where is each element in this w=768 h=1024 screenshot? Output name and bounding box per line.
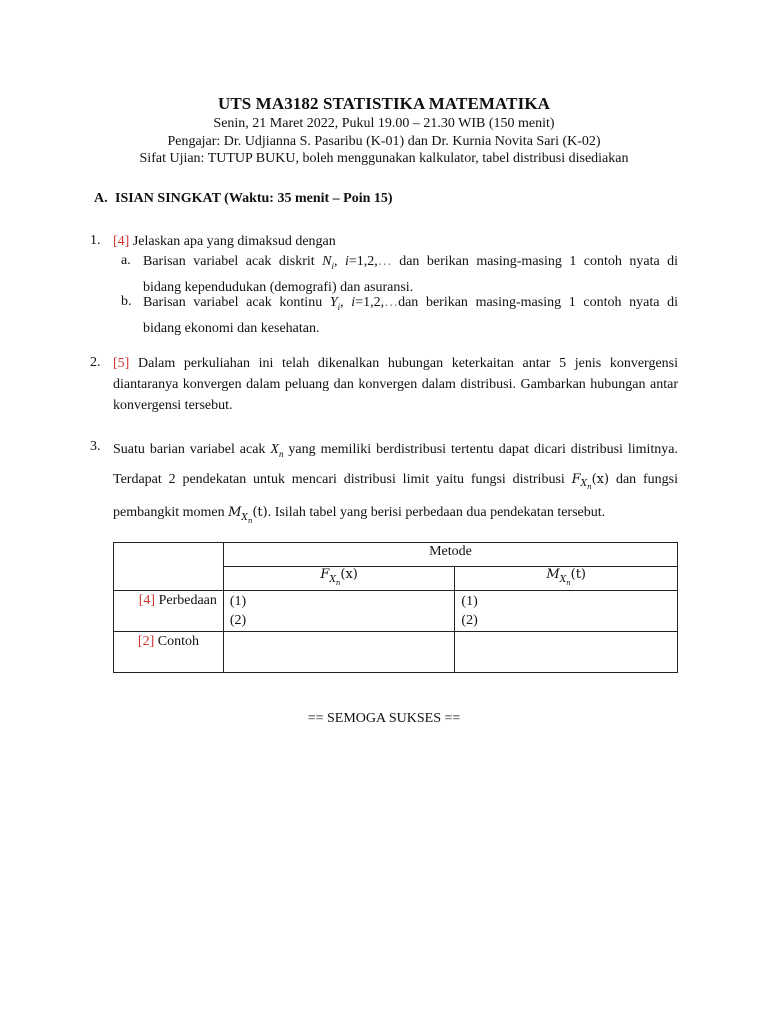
cell-fx-contoh[interactable] bbox=[223, 632, 455, 673]
row-contoh-text: Contoh bbox=[157, 634, 199, 649]
q1b-var: Y bbox=[329, 295, 338, 310]
q3-t2: yang memiliki berdistribusi tertentu dapat dicari distribusi limitnya. Terdapat 2 pendekatan untuk mencari distribusi limit yaitu fungsi distribusi bbox=[113, 442, 679, 487]
q1a-label: a. bbox=[121, 253, 131, 268]
q3-mx bbox=[228, 505, 268, 525]
q1a-line2: bidang kependudukan (demografi) dan asuransi. bbox=[143, 279, 414, 295]
q1b-text: Barisan variabel acak kontinu $Y_i$, i=1,2,…dan berikan masing-masing 1 contoh nyata di bidang ekonomi dan kesehatan. bbox=[143, 292, 678, 339]
cell-mx-contoh[interactable] bbox=[455, 632, 678, 673]
section-heading bbox=[94, 191, 393, 207]
col2-sub: X bbox=[559, 574, 567, 585]
q1b-eq: =1,2, bbox=[355, 295, 385, 310]
cell-fx-item-2: (2) bbox=[229, 613, 247, 628]
q3-f: F bbox=[571, 471, 581, 487]
cell-mx-item-1: (1) bbox=[461, 594, 478, 609]
q1-prompt: Jelaskan apa yang dimaksud dengan bbox=[132, 234, 336, 249]
q3-fsubsub: n bbox=[587, 483, 592, 492]
footer-message: == SEMOGA SUKSES == bbox=[307, 711, 461, 726]
cell-mx-perbedaan[interactable] bbox=[455, 591, 678, 632]
q3-t3: dan fungsi pembangkit momen bbox=[113, 471, 679, 521]
exam-date: Senin, 21 Maret 2022, Pukul 19.00 – 21.30 WIB (150 menit) bbox=[213, 116, 555, 131]
table-header-row bbox=[114, 543, 678, 567]
exam-lecturers: Pengajar: Dr. Udjianna S. Pasaribu (K-01) dan Dr. Kurnia Novita Sari (K-02) bbox=[167, 134, 601, 149]
q1a-var: N bbox=[322, 254, 332, 269]
answer-table bbox=[113, 542, 678, 673]
col2-subsub: n bbox=[566, 578, 571, 587]
col1-arg: (x) bbox=[340, 567, 358, 582]
q3-var: X bbox=[270, 442, 279, 457]
q2-body: Dalam perkuliahan ini telah dikenalkan hubungan keterkaitan antar 5 jenis konvergensi diantaranya konvergen dalam peluang dan konvergen dalam distribusi. Gambarkan hubungan antar konvergensi tersebut. bbox=[113, 356, 678, 413]
q1a-post: dan berikan masing-masing 1 contoh nyata di bbox=[399, 254, 679, 269]
q3-sub: n bbox=[278, 448, 284, 459]
table-metode-header: Metode bbox=[223, 543, 677, 567]
section-title: ISIAN SINGKAT (Waktu: 35 menit – Poin 15) bbox=[115, 191, 393, 206]
cell-fx-perbedaan[interactable] bbox=[223, 591, 455, 632]
col2-arg: (t) bbox=[570, 567, 587, 582]
row-perbedaan-label bbox=[114, 591, 224, 632]
q1a-sub: i bbox=[331, 260, 334, 271]
row-contoh-label bbox=[114, 632, 224, 673]
q1b-pre: Barisan variabel acak kontinu bbox=[143, 295, 323, 310]
row-perbedaan-points: [4] bbox=[138, 593, 156, 608]
cell-fx-item-1: (1) bbox=[229, 594, 247, 609]
q1-text bbox=[113, 231, 678, 252]
q3-farg: (x) bbox=[591, 471, 610, 487]
q1a-eq: =1,2, bbox=[348, 254, 378, 269]
table-col-fx bbox=[223, 567, 455, 591]
cell-mx-item-2: (2) bbox=[461, 613, 478, 628]
q1b-idx: i bbox=[351, 295, 356, 310]
q3-number: 3. bbox=[90, 439, 101, 454]
table-corner-cell bbox=[114, 543, 224, 591]
q2-points: [5] bbox=[113, 356, 130, 371]
q3-m: M bbox=[228, 505, 242, 521]
q2-number: 2. bbox=[90, 355, 101, 370]
q3-msubsub: n bbox=[247, 516, 253, 525]
q2-text bbox=[113, 353, 678, 416]
q1b-post: dan berikan masing-masing 1 contoh nyata di bbox=[398, 295, 678, 310]
q1b-sub: i bbox=[337, 301, 341, 312]
q3-fsub: X bbox=[580, 479, 588, 490]
q1b-dots: … bbox=[384, 295, 399, 310]
q3-msub: X bbox=[241, 512, 248, 523]
q1a-dots: … bbox=[377, 254, 392, 269]
q1a-pre: Barisan variabel acak diskrit bbox=[143, 254, 315, 269]
col1-sub: X bbox=[329, 574, 336, 585]
q3-t4: . Isilah tabel yang berisi perbedaan dua pendekatan tersebut. bbox=[267, 505, 606, 521]
q1b-label: b. bbox=[121, 294, 132, 309]
q1-points: [4] bbox=[113, 234, 130, 249]
table-row-perbedaan bbox=[114, 591, 678, 632]
q3-fx bbox=[571, 471, 610, 492]
q3-marg: (t) bbox=[252, 505, 268, 521]
col1-subsub: n bbox=[335, 578, 341, 587]
row-perbedaan-text: Perbedaan bbox=[158, 593, 217, 608]
exam-rules: Sifat Ujian: TUTUP BUKU, boleh menggunakan kalkulator, tabel distribusi disediakan bbox=[139, 151, 629, 166]
exam-title: UTS MA3182 STATISTIKA MATEMATIKA bbox=[217, 94, 551, 113]
table-row-contoh bbox=[114, 632, 678, 673]
section-label: A. bbox=[94, 191, 108, 206]
q1b-line2: bidang ekonomi dan kesehatan. bbox=[143, 320, 320, 336]
col2-f: M bbox=[546, 567, 560, 582]
q1a-text: Barisan variabel acak diskrit $N_i$, i=1,2,… dan berikan masing-masing 1 contoh nyata di bidang kependudukan (demografi) dan asuransi. bbox=[143, 251, 678, 298]
q3-t1: Suatu barian variabel acak bbox=[113, 442, 266, 457]
q1-number: 1. bbox=[90, 233, 101, 248]
q3-text bbox=[113, 437, 678, 534]
q1a-idx: i bbox=[344, 254, 349, 269]
table-col-mx bbox=[455, 567, 678, 591]
col1-f: F bbox=[320, 567, 330, 582]
row-contoh-points: [2] bbox=[137, 634, 155, 649]
